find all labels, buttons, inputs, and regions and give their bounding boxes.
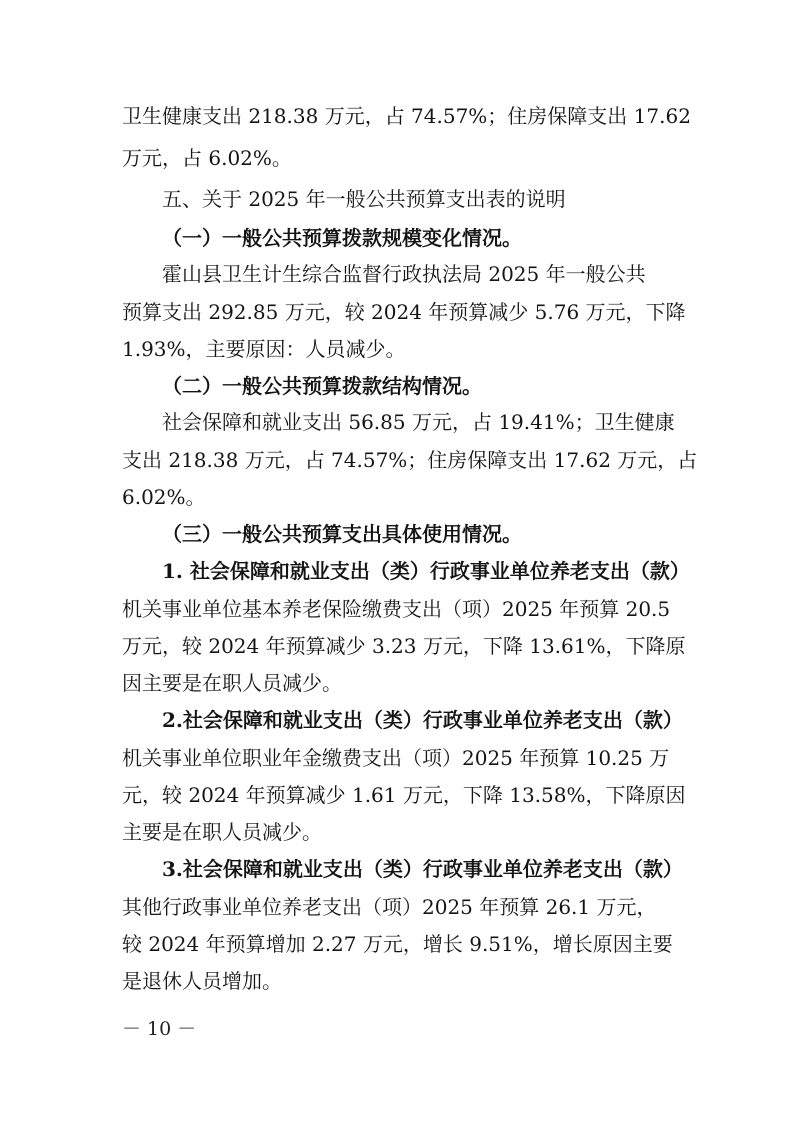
body-line: 机关事业单位基本养老保险缴费支出（项）2025 年预算 20.5 [122, 597, 671, 621]
body-line: 万元，占 6.02%。 [122, 146, 292, 170]
subsection-heading: （一）一般公共预算拨款规模变化情况。 [162, 226, 522, 250]
body-line: 元，较 2024 年预算减少 1.61 万元，下降 13.58%，下降原因 [122, 783, 686, 807]
body-line: 较 2024 年预算增加 2.27 万元，增长 9.51%，增长原因主要 [122, 932, 673, 956]
page-number: － 10 － [122, 1018, 197, 1040]
body-line: 其他行政事业单位养老支出（项）2025 年预算 26.1 万元， [122, 895, 657, 919]
body-line: 因主要是在职人员减少。 [122, 671, 342, 695]
body-line: 万元，较 2024 年预算减少 3.23 万元，下降 13.61%，下降原 [122, 634, 686, 658]
subsection-heading: （二）一般公共预算拨款结构情况。 [162, 374, 482, 398]
body-line: 支出 218.38 万元，占 74.57%；住房保障支出 17.62 万元，占 [122, 448, 698, 472]
section-heading: 五、关于 2025 年一般公共预算支出表的说明 [162, 187, 566, 211]
body-line: 霍山县卫生计生综合监督行政执法局 2025 年一般公共 [162, 262, 646, 286]
body-line: 是退休人员增加。 [122, 969, 282, 993]
body-line: 预算支出 292.85 万元，较 2024 年预算减少 5.76 万元，下降 [122, 300, 686, 324]
body-line: 6.02%。 [122, 485, 206, 509]
body-line: 社会保障和就业支出 56.85 万元，占 19.41%；卫生健康 [162, 410, 675, 434]
body-line: 卫生健康支出 218.38 万元，占 74.57%；住房保障支出 17.62 [122, 104, 691, 128]
subsection-heading: （三）一般公共预算支出具体使用情况。 [162, 522, 522, 546]
body-line: 主要是在职人员减少。 [122, 820, 322, 844]
body-line: 1.93%，主要原因：人员减少。 [122, 337, 406, 361]
item-heading: 1. 社会保障和就业支出（类）行政事业单位养老支出（款） [162, 559, 690, 583]
item-heading: 2.社会保障和就业支出（类）行政事业单位养老支出（款） [162, 708, 683, 732]
item-heading: 3.社会保障和就业支出（类）行政事业单位养老支出（款） [162, 857, 683, 881]
body-line: 机关事业单位职业年金缴费支出（项）2025 年预算 10.25 万 [122, 746, 670, 770]
